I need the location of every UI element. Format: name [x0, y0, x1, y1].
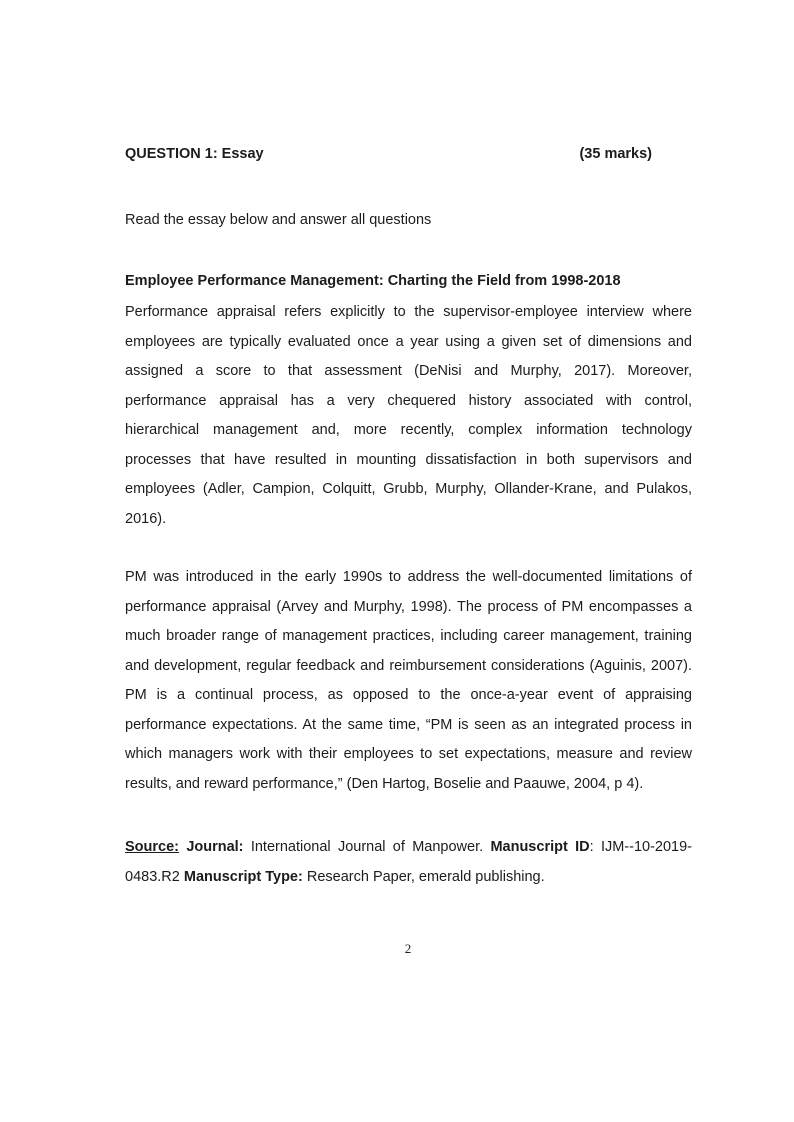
manuscript-type-value: Research Paper, emerald publishing.: [302, 868, 545, 885]
page-number: 2: [404, 941, 412, 956]
journal-label: Journal:: [186, 839, 244, 855]
question-header: [125, 146, 652, 168]
essay-title: Employee Performance Management: Charting the Field from 1998-2018: [125, 273, 621, 289]
source-label: Source:: [125, 839, 179, 855]
manuscript-type-label: Manuscript Type:: [183, 868, 303, 885]
question-title: QUESTION 1: Essay: [125, 146, 264, 162]
essay-paragraph-2: PM was introduced in the early 1990s to address the well-documented limitations of performance appraisal (Arvey and Murphy, 1998). The process of PM encompasses a much broader range of management practices, including career management, training and development, regular feedback and reimbursement considerations (Aguinis, 2007). PM is a continual process, as opposed to the once-a-year event of appraising performance expectations. At the same time, “PM is seen as an integrated process in which managers work with their employees to set expectations, measure and review results, and reward performance,” (Den Hartog, Boselie and Paauwe, 2004, p 4).: [125, 569, 692, 792]
essay-paragraph-1: Performance appraisal refers explicitly to the supervisor-employee interview where employees are typically evaluated once a year using a given set of dimensions and assigned a score to that assessment (DeNisi and Murphy, 2017). Moreover, performance appraisal has a very chequered history associated with control, hierarchical management and, more recently, complex information technology processes that have resulted in mounting dissatisfaction in both supervisors and employees (Adler, Campion, Colquitt, Grubb, Murphy, Ollander-Krane, and Pulakos, 2016).: [125, 304, 692, 527]
source-citation: [125, 833, 692, 892]
journal-value: International Journal of Manpower.: [243, 839, 491, 855]
manuscript-id-label: Manuscript ID: [490, 839, 590, 855]
question-marks: (35 marks): [579, 146, 652, 162]
instruction-text: Read the essay below and answer all questions: [125, 212, 432, 228]
manuscript-id-value: : IJM--10-2019-0483.R2: [125, 839, 693, 885]
